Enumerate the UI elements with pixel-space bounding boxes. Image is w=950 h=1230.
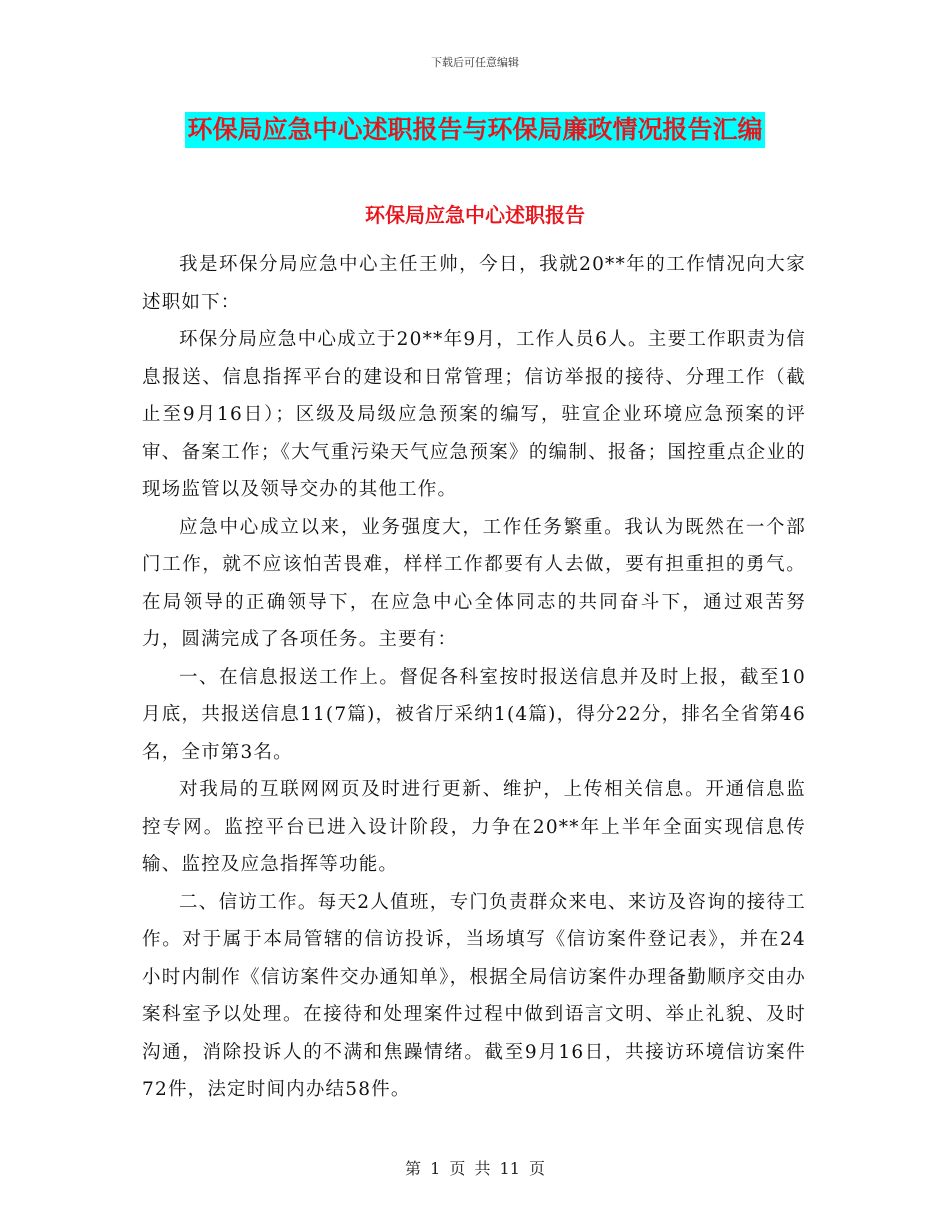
paragraph-petition-work: 二、信访工作。每天2人值班，专门负责群众来电、来访及咨询的接待工作。对于属于本局管辖的信访投诉，当场填写《信访案件登记表》，并在24小时内制作《信访案件交办通知单》，根据全局信访案件办理备勤顺序交由办案科室予以处理。在接待和处理案件过程中做到语言文明、举止礼貌、及时沟通，消除投诉人的不满和焦躁情绪。截至9月16日，共接访环境信访案件72件，法定时间内办结58件。 bbox=[142, 891, 806, 1100]
section-title: 环保局应急中心述职报告 bbox=[365, 203, 585, 227]
paragraph-achievements: 应急中心成立以来，业务强度大，工作任务繁重。我认为既然在一个部门工作，就不应该怕苦畏难，样样工作都要有人去做，要有担重担的勇气。在局领导的正确领导下，在应急中心全体同志的共同奋斗下，通过艰苦努力，圆满完成了各项任务。主要有： bbox=[142, 516, 806, 650]
document-title: 环保局应急中心述职报告与环保局廉政情况报告汇编 bbox=[185, 112, 764, 148]
page-number: 第 1 页 共 11 页 bbox=[405, 1159, 545, 1178]
document-body bbox=[142, 246, 806, 1109]
paragraph-info-reporting: 一、在信息报送工作上。督促各科室按时报送信息并及时上报，截至10月底，共报送信息11(7篇)，被省厅采纳1(4篇)，得分22分，排名全省第46名，全市第3名。 bbox=[142, 666, 806, 763]
paragraph-intro: 我是环保分局应急中心主任王帅，今日，我就20**年的工作情况向大家述职如下： bbox=[142, 254, 806, 313]
document-title-container bbox=[0, 112, 950, 148]
paragraph-responsibilities: 环保分局应急中心成立于20**年9月，工作人员6人。主要工作职责为信息报送、信息指挥平台的建设和日常管理；信访举报的接待、分理工作（截止至9月16日）；区级及局级应急预案的编写，驻宣企业环境应急预案的评审、备案工作；《大气重污染天气应急预案》的编制、报备；国控重点企业的现场监管以及领导交办的其他工作。 bbox=[142, 329, 806, 500]
page-header-note: 下载后可任意编辑 bbox=[431, 56, 519, 69]
paragraph-web-monitoring: 对我局的互联网网页及时进行更新、维护，上传相关信息。开通信息监控专网。监控平台已进入设计阶段，力争在20**年上半年全面实现信息传输、监控及应急指挥等功能。 bbox=[142, 779, 806, 875]
